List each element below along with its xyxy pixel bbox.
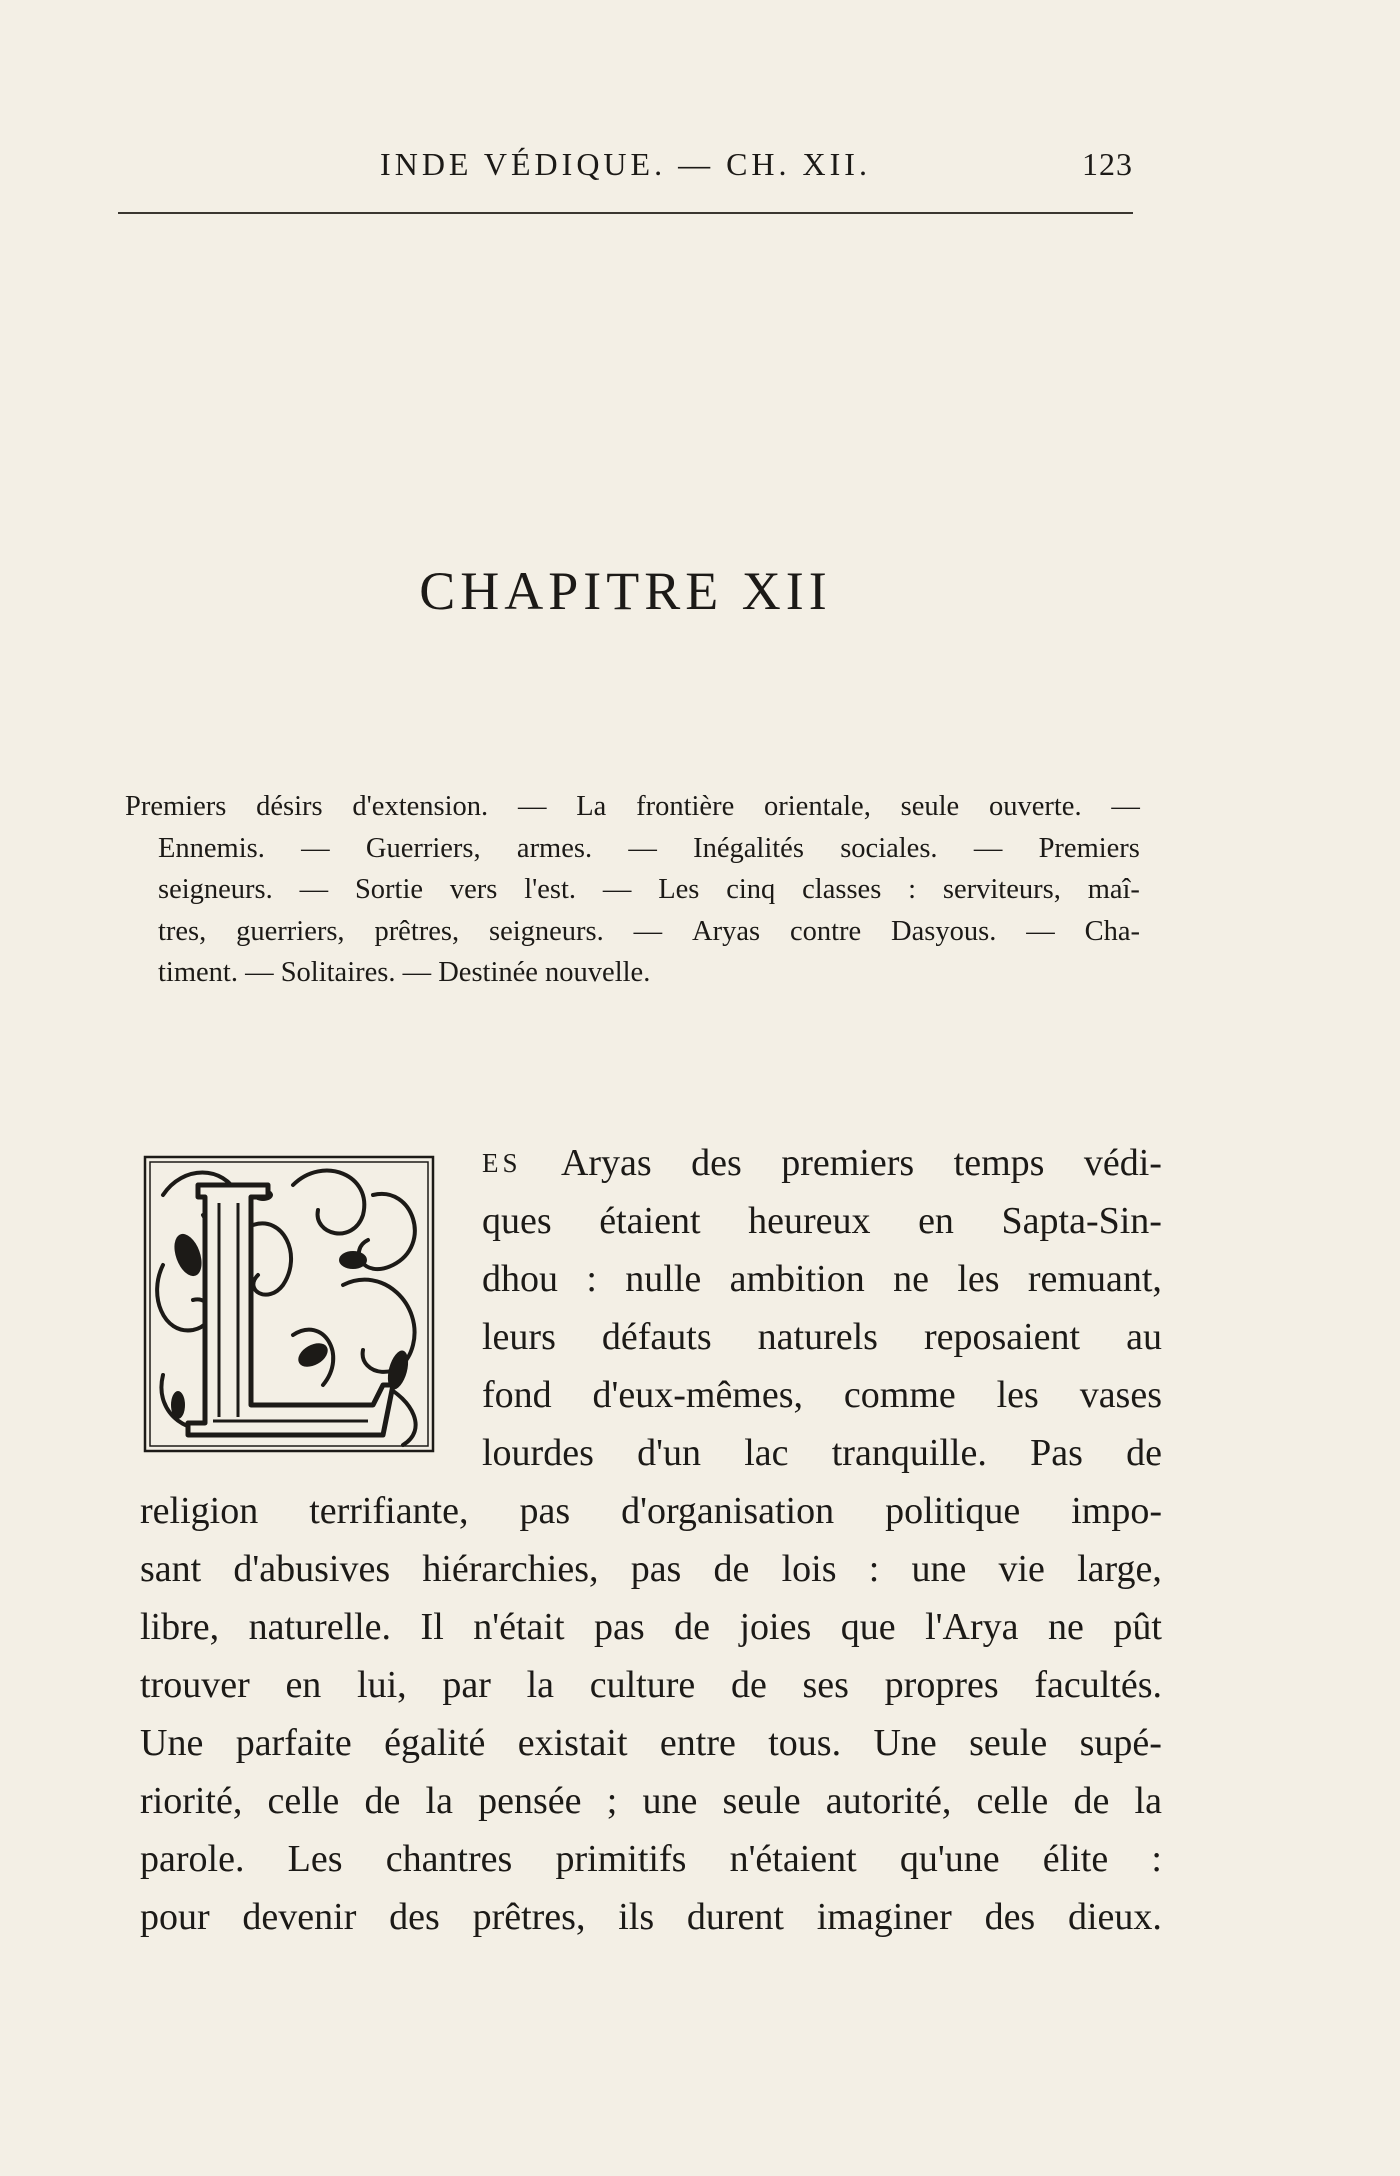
body-word: prêtres,: [472, 1896, 586, 1938]
body-word: durent: [686, 1896, 784, 1938]
body-word: terrifiante,: [309, 1490, 469, 1532]
running-head: [118, 146, 1133, 190]
body-line: [482, 1424, 1162, 1482]
summary-word: orientale,: [764, 791, 871, 822]
body-word: joies: [739, 1606, 812, 1648]
summary-word: —: [301, 832, 330, 864]
body-word: en: [918, 1200, 954, 1242]
body-word: les: [957, 1258, 1000, 1300]
body-word: sant: [140, 1548, 202, 1590]
summary-word: cinq: [726, 874, 776, 905]
body-word: lois: [781, 1548, 837, 1590]
summary-word: frontière: [636, 791, 735, 822]
body-word: pas: [630, 1548, 682, 1590]
summary-word: Premiers: [1038, 832, 1140, 864]
body-text: [140, 1134, 1162, 1946]
body-word: pas: [594, 1606, 645, 1648]
body-word: Une: [140, 1722, 204, 1764]
summary-word: Inégalités: [693, 832, 804, 864]
body-word: devenir: [242, 1896, 357, 1938]
body-word: existait: [517, 1722, 628, 1764]
body-word: seule: [722, 1780, 801, 1822]
body-line: [482, 1308, 1162, 1366]
body-line-first: [482, 1134, 1162, 1192]
body-word: primitifs: [555, 1838, 687, 1880]
body-word: celle: [976, 1780, 1049, 1822]
body-word: de: [1073, 1780, 1110, 1822]
body-line: [482, 1192, 1162, 1250]
body-word: la: [425, 1780, 453, 1822]
summary-word: ouverte.: [989, 791, 1082, 822]
summary-word: d'extension.: [352, 791, 489, 822]
body-word: d'organisation: [621, 1490, 835, 1532]
summary-word: —: [299, 874, 329, 905]
body-word: ne: [893, 1258, 929, 1300]
body-word: de: [730, 1664, 767, 1706]
body-word: celle: [267, 1780, 340, 1822]
body-word: que: [840, 1606, 896, 1648]
body-word: des: [984, 1896, 1036, 1938]
body-word: hiérarchies,: [422, 1548, 599, 1590]
body-word: libre,: [140, 1606, 220, 1648]
body-line: [140, 1598, 1162, 1656]
body-word: :: [868, 1548, 880, 1590]
summary-word: Ennemis.: [158, 832, 265, 864]
summary-text: timent. — Solitaires. — Destinée nouvelle.: [158, 957, 651, 988]
body-word: heureux: [748, 1200, 871, 1242]
body-word: ambition: [729, 1258, 865, 1300]
summary-word: sociales.: [840, 832, 938, 864]
body-word: une: [642, 1780, 698, 1822]
summary-line: [125, 869, 1140, 911]
body-line: [482, 1250, 1162, 1308]
body-word: de: [674, 1606, 711, 1648]
page-number: 123: [1082, 146, 1133, 182]
body-word: vases: [1079, 1374, 1162, 1416]
body-word: au: [1126, 1316, 1162, 1358]
chapter-title: CHAPITRE XII: [419, 561, 832, 621]
body-word: riorité,: [140, 1780, 243, 1822]
body-word: n'étaient: [729, 1838, 857, 1880]
body-word: premiers: [781, 1142, 915, 1184]
body-word: temps: [953, 1142, 1045, 1184]
body-word: l'Arya: [925, 1606, 1019, 1648]
body-word: impo-: [1071, 1490, 1162, 1532]
body-line: [482, 1366, 1162, 1424]
summary-word: —: [1026, 915, 1055, 947]
body-word: trouver: [140, 1664, 250, 1706]
body-word: en: [285, 1664, 322, 1706]
body-line: [140, 1714, 1162, 1772]
body-word: dhou: [482, 1258, 558, 1300]
summary-word: Dasyous.: [891, 915, 997, 947]
body-word: la: [1134, 1780, 1162, 1822]
body-word: large,: [1077, 1548, 1162, 1590]
body-word: pour: [140, 1896, 210, 1938]
summary-word: Les: [658, 874, 700, 905]
summary-word: Premiers: [125, 791, 227, 822]
summary-word: tres,: [158, 915, 207, 947]
body-word: pensée: [478, 1780, 582, 1822]
summary-word: armes.: [516, 832, 593, 864]
body-word: autorité,: [825, 1780, 952, 1822]
body-word: culture: [589, 1664, 696, 1706]
body-word: la: [526, 1664, 555, 1706]
drop-cap-continuation: ES: [482, 1148, 522, 1178]
summary-line: [125, 911, 1140, 953]
summary-word: —: [633, 915, 663, 947]
summary-word: —: [602, 874, 632, 905]
body-word: imaginer: [816, 1896, 952, 1938]
body-word: d'eux-mêmes,: [592, 1374, 804, 1416]
body-word: ;: [606, 1780, 618, 1822]
body-word: fond: [482, 1374, 552, 1416]
summary-line: [125, 952, 1140, 994]
body-line: [140, 1772, 1162, 1830]
summary-word: —: [517, 791, 547, 822]
body-word: des: [691, 1142, 742, 1184]
summary-word: vers: [449, 874, 498, 905]
body-word: Les: [287, 1838, 343, 1880]
body-word: de: [1126, 1432, 1162, 1474]
body-word: lourdes: [482, 1432, 594, 1474]
body-word: élite: [1042, 1838, 1109, 1880]
body-line: [140, 1482, 1162, 1540]
summary-word: prêtres,: [374, 915, 460, 947]
body-word: Il: [420, 1606, 444, 1648]
summary-word: La: [576, 791, 607, 822]
body-word: propres: [884, 1664, 999, 1706]
body-word: parfaite: [235, 1722, 352, 1764]
body-word: de: [364, 1780, 401, 1822]
summary-word: Aryas: [692, 915, 761, 947]
body-word: :: [1151, 1838, 1162, 1880]
body-word: des: [389, 1896, 440, 1938]
body-word: d'abusives: [233, 1548, 391, 1590]
body-word: Sapta-Sin-: [1001, 1200, 1162, 1242]
body-word: Aryas: [560, 1142, 652, 1184]
summary-word: :: [908, 874, 917, 905]
summary-word: Sortie: [354, 874, 424, 905]
body-word: parole.: [140, 1838, 245, 1880]
body-word: défauts: [601, 1316, 712, 1358]
body-word: comme: [843, 1374, 956, 1416]
summary-word: Guerriers,: [365, 832, 481, 864]
body-word: leurs: [482, 1316, 556, 1358]
body-word: naturels: [757, 1316, 878, 1358]
body-word: facultés.: [1034, 1664, 1162, 1706]
summary-word: guerriers,: [236, 915, 345, 947]
summary-word: désirs: [256, 791, 323, 822]
body-word: qu'une: [899, 1838, 1000, 1880]
body-word: lui,: [357, 1664, 407, 1706]
body-word: égalité: [384, 1722, 486, 1764]
summary-line: [125, 828, 1140, 870]
body-word: ques: [482, 1200, 552, 1242]
body-word: dieux.: [1067, 1896, 1162, 1938]
summary-word: seigneurs.: [488, 915, 604, 947]
body-word: politique: [885, 1490, 1021, 1532]
body-line: [140, 1656, 1162, 1714]
body-word: Une: [873, 1722, 937, 1764]
body-word: les: [996, 1374, 1039, 1416]
body-line: [140, 1888, 1162, 1946]
body-word: ne: [1047, 1606, 1084, 1648]
header-rule: [118, 212, 1133, 214]
body-word: seule: [969, 1722, 1048, 1764]
body-word: de: [713, 1548, 750, 1590]
body-word: remuant,: [1027, 1258, 1162, 1300]
body-word: n'était: [473, 1606, 565, 1648]
chapter-summary: [125, 786, 1140, 994]
body-word: ses: [802, 1664, 849, 1706]
body-word: d'un: [637, 1432, 701, 1474]
body-word: religion: [140, 1490, 259, 1532]
body-word: lac: [744, 1432, 789, 1474]
summary-word: —: [628, 832, 657, 864]
body-word: pût: [1113, 1606, 1162, 1648]
body-word: par: [442, 1664, 491, 1706]
body-word: nulle: [625, 1258, 702, 1300]
summary-word: —: [973, 832, 1003, 864]
body-word: :: [586, 1258, 597, 1300]
body-word: Pas: [1030, 1432, 1083, 1474]
body-word: tranquille.: [831, 1432, 987, 1474]
summary-word: contre: [789, 915, 862, 947]
body-word: une: [911, 1548, 967, 1590]
body-word: vie: [998, 1548, 1045, 1590]
summary-word: maî-: [1087, 874, 1140, 905]
body-word: reposaient: [923, 1316, 1081, 1358]
running-title: INDE VÉDIQUE. — CH. XII.: [380, 146, 871, 182]
body-word: naturelle.: [248, 1606, 392, 1648]
body-word: tous.: [768, 1722, 842, 1764]
body-line: [140, 1830, 1162, 1888]
body-word: étaient: [599, 1200, 701, 1242]
body-word: entre: [659, 1722, 736, 1764]
summary-word: seigneurs.: [158, 874, 273, 905]
body-word: chantres: [385, 1838, 513, 1880]
body-word: supé-: [1079, 1722, 1162, 1764]
summary-word: Cha-: [1084, 915, 1140, 947]
summary-word: classes: [802, 874, 882, 905]
summary-line: [125, 786, 1140, 828]
summary-word: serviteurs,: [942, 874, 1061, 905]
body-word: pas: [519, 1490, 571, 1532]
summary-word: l'est.: [524, 874, 577, 905]
body-word: védi-: [1083, 1142, 1162, 1184]
summary-word: seule: [900, 791, 960, 822]
body-line: [140, 1540, 1162, 1598]
summary-word: —: [1111, 791, 1140, 822]
body-word: ils: [618, 1896, 655, 1938]
